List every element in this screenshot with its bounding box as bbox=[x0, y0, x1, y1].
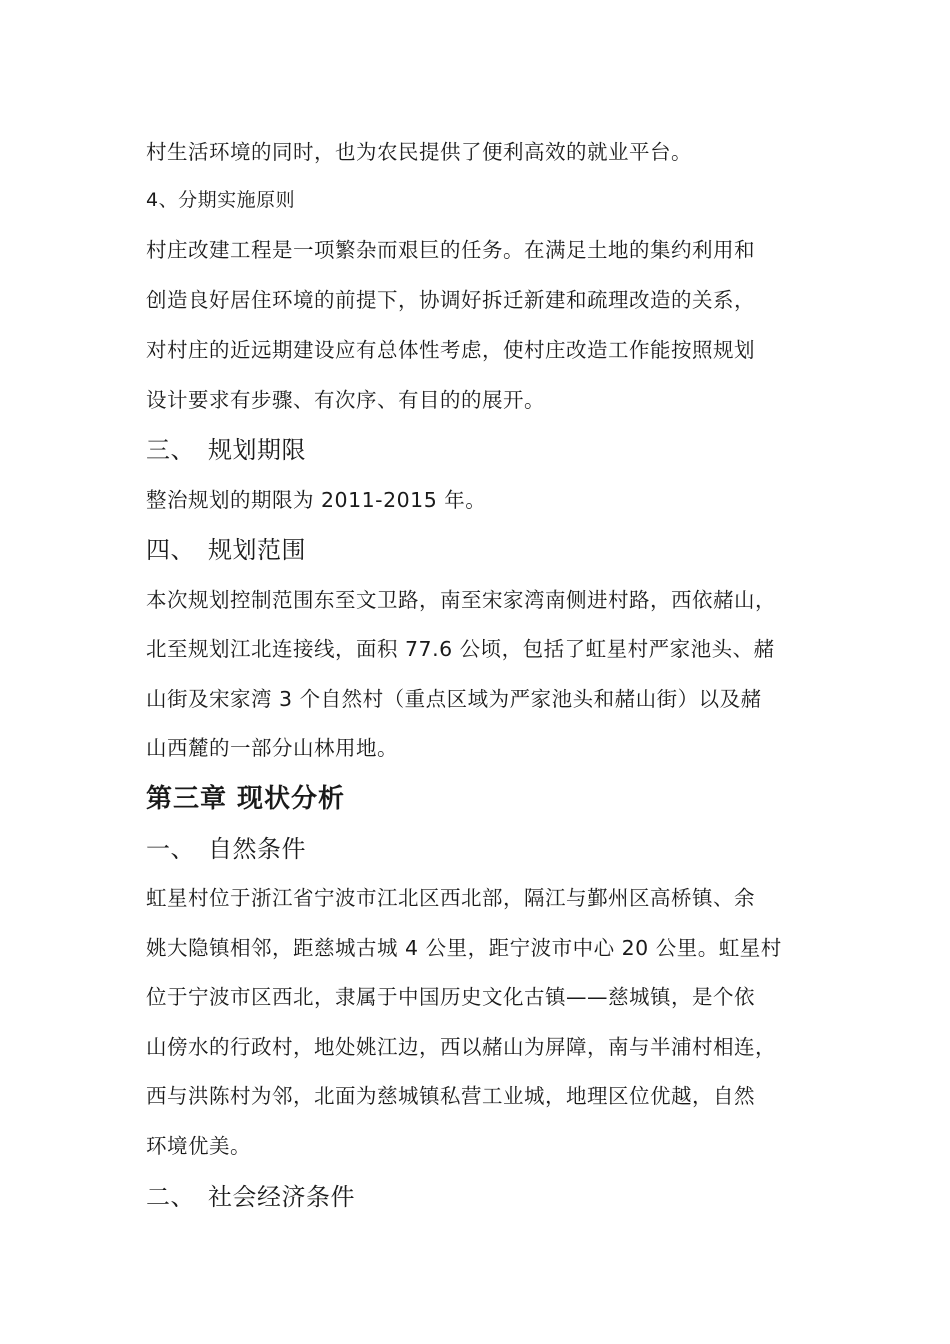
section-heading bbox=[146, 434, 306, 466]
section-heading bbox=[146, 1181, 355, 1213]
section-number: 一、 bbox=[146, 835, 195, 863]
chapter-title: 第三章 现状分析 bbox=[146, 784, 346, 814]
paragraph-line: 对村庄的近远期建设应有总体性考虑，使村庄改造工作能按照规划 bbox=[146, 338, 755, 362]
section-title: 规划期限 bbox=[208, 436, 306, 464]
section-title: 自然条件 bbox=[208, 835, 306, 863]
paragraph-line: 位于宁波市区西北，隶属于中国历史文化古镇——慈城镇，是个依 bbox=[146, 985, 755, 1009]
section-title: 规划范围 bbox=[208, 536, 306, 564]
paragraph-line: 山西麓的一部分山林用地。 bbox=[146, 736, 398, 760]
paragraph-line: 设计要求有步骤、有次序、有目的的展开。 bbox=[146, 388, 545, 412]
paragraph-line: 山傍水的行政村，地处姚江边，西以赭山为屏障，南与半浦村相连， bbox=[146, 1035, 776, 1059]
section-number: 四、 bbox=[146, 536, 195, 564]
list-item-heading: 4、分期实施原则 bbox=[146, 189, 296, 211]
paragraph-line: 山街及宋家湾 3 个自然村（重点区域为严家池头和赭山街）以及赭 bbox=[146, 687, 762, 711]
paragraph-line: 北至规划江北连接线，面积 77.6 公顷，包括了虹星村严家池头、赭 bbox=[146, 637, 775, 661]
section-title: 社会经济条件 bbox=[208, 1183, 355, 1211]
section-heading bbox=[146, 534, 306, 566]
paragraph-line: 姚大隐镇相邻，距慈城古城 4 公里，距宁波市中心 20 公里。虹星村 bbox=[146, 936, 782, 960]
section-heading bbox=[146, 833, 306, 865]
paragraph-line: 环境优美。 bbox=[146, 1134, 251, 1158]
paragraph-line: 村庄改建工程是一项繁杂而艰巨的任务。在满足土地的集约利用和 bbox=[146, 238, 755, 262]
section-number: 二、 bbox=[146, 1183, 195, 1211]
section-number: 三、 bbox=[146, 436, 195, 464]
paragraph-line: 虹星村位于浙江省宁波市江北区西北部，隔江与鄞州区高桥镇、余 bbox=[146, 886, 755, 910]
paragraph-line: 创造良好居住环境的前提下，协调好拆迁新建和疏理改造的关系， bbox=[146, 288, 755, 312]
paragraph-line: 整治规划的期限为 2011-2015 年。 bbox=[146, 488, 487, 512]
paragraph-line: 村生活环境的同时，也为农民提供了便利高效的就业平台。 bbox=[146, 140, 692, 164]
paragraph-line: 本次规划控制范围东至文卫路，南至宋家湾南侧进村路，西依赭山， bbox=[146, 588, 776, 612]
paragraph-line: 西与洪陈村为邻，北面为慈城镇私营工业城，地理区位优越，自然 bbox=[146, 1084, 755, 1108]
